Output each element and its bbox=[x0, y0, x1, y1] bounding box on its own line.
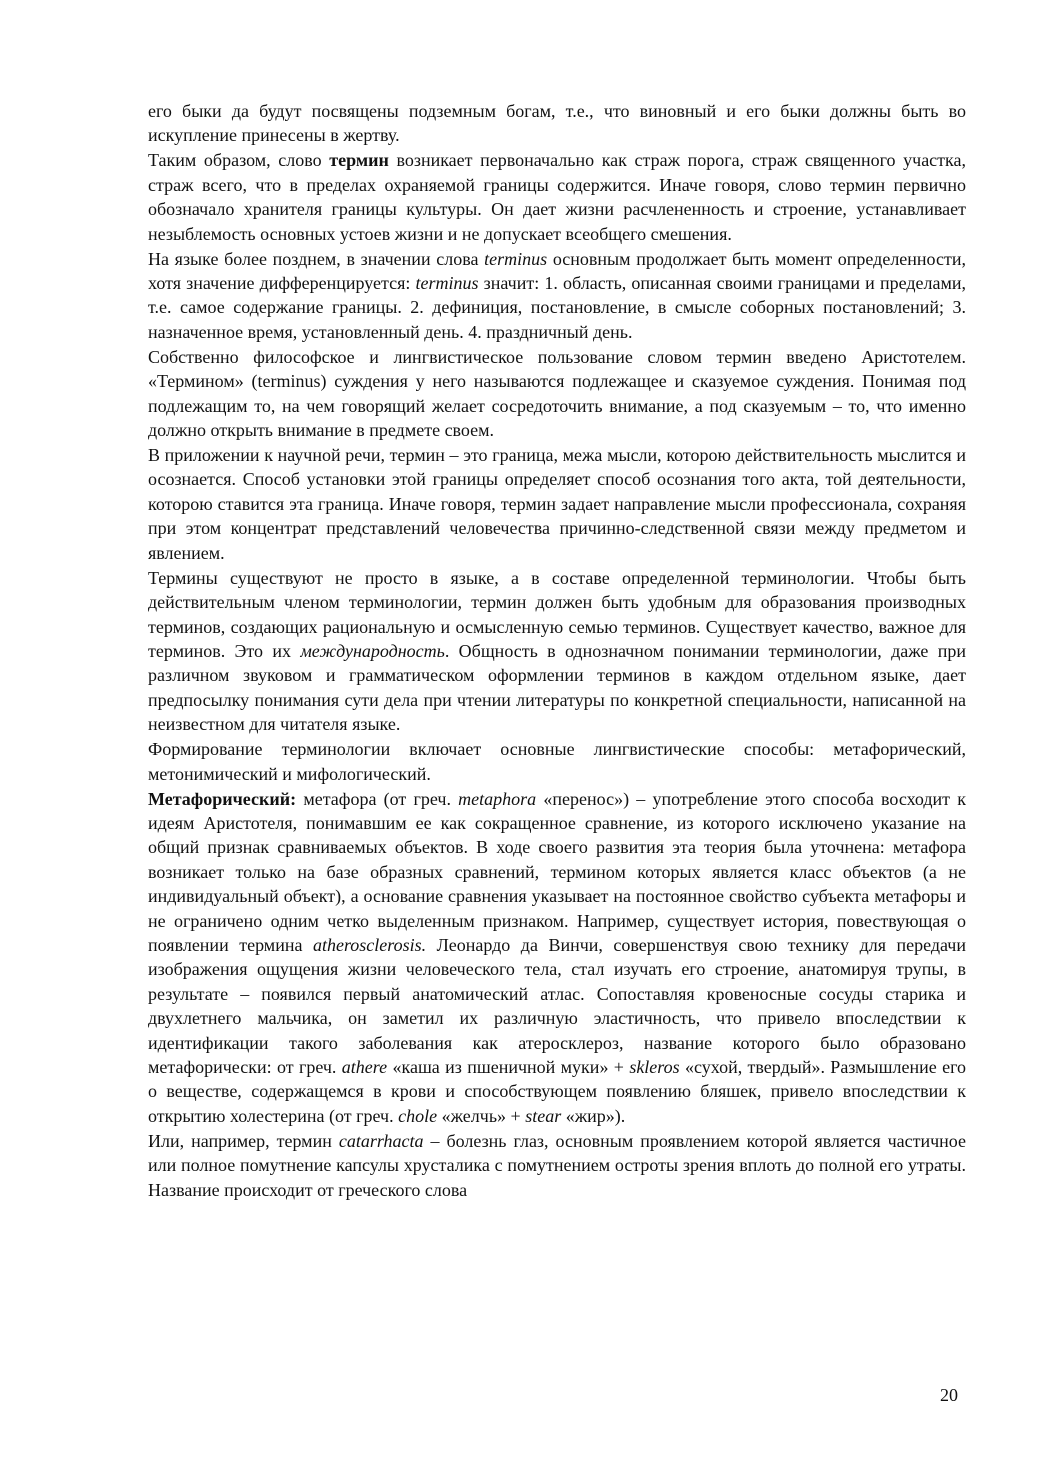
paragraph-7: Формирование терминологии включает основные лингвистические способы: метафорический, метонимический и мифологический. bbox=[148, 739, 966, 784]
latin-term: catarrhacta bbox=[338, 1130, 424, 1151]
italic-term: международность bbox=[300, 640, 445, 661]
paragraph-1: его быки да будут посвящены подземным богам, т.е., что виновный и его быки должны быть во искупление принесены в жертву. bbox=[148, 101, 966, 146]
latin-term: terminus bbox=[415, 273, 479, 294]
latin-term: atherosclerosis. bbox=[312, 934, 427, 955]
paragraph-2: Таким образом, слово термин возникает первоначально как страж порога, страж священного участка, страж всего, что в пределах охраняемой границы содержится. Иначе говоря, слово термин первично обозначало хранителя границы культуры. Он дает жизни расчлененность и строение, устанавливает незыблемость основных устоев жизни и не допускает всеобщего смешения. bbox=[148, 150, 966, 244]
section-lead-bold: Метафорический: bbox=[148, 788, 297, 809]
term-bold: термин bbox=[329, 150, 389, 171]
latin-term: terminus bbox=[484, 248, 548, 269]
greek-term: athere bbox=[341, 1057, 388, 1077]
document-page bbox=[148, 99, 966, 1202]
paragraph-9: Или, например, термин catarrhacta – болезнь глаз, основным проявлением которой является частичное или полное помутнение капсулы хрусталика с помутнением остроты зрения вплоть до полной его утраты. Название происходит от греческого слова bbox=[148, 1130, 966, 1200]
paragraph-4: Собственно философское и лингвистическое пользование словом термин введено Аристотелем. «Термином» (terminus) суждения у него называются подлежащее и сказуемое суждения. Понимая под подлежащим то, на чем говорящий желает сосредоточить внимание, а под сказуемым – то, что именно должно открыть внимание в предмете своем. bbox=[148, 346, 966, 441]
greek-term: skleros bbox=[629, 1057, 680, 1077]
page-number: 20 bbox=[940, 1385, 958, 1405]
paragraph-3: На языке более позднем, в значении слова terminus основным продолжает быть момент определенности, хотя значение дифференцируется: terminus значит: 1. область, описанная своими границами и пределами, т.е. самое содержание границы. 2. дефиниция, постановление, в смысле соборных постановлений; 3. назначенное время, установленный день. 4. праздничный день. bbox=[148, 248, 966, 342]
paragraph-8: Метафорический: метафора (от греч. metaphora «перенос») – употребление этого способа восходит к идеям Аристотеля, понимавшим ее как сокращенное сравнение, из которого исключено указание на общий признак сравниваемых объектов. В ходе своего развития эта теория была уточнена: метафора возникает только на базе образных сравнений, термином которых является класс объектов (а не индивидуальный объект), а основание сравнения указывает на постоянное свойство субъекта метафоры и не ограничено одним четко выделенным признаком. Например, существует история, повествующая о появлении термина atherosclerosis. Леонардо да Винчи, совершенствуя свою технику для передачи изображения ощущения жизни человеческого тела, стал изучать его строение, анатомируя трупы, в результате – появился первый анатомический атлас. Сопоставляя кровеносные сосуды старика и двухлетнего мальчика, он заметил их различную эластичность, что привело впоследствии к идентификации такого заболевания как атеросклероз, название которого было образовано метафорически: от греч. athere «каша из пшеничной муки» + skleros «сухой, твердый». Размышление его о веществе, содержащемся в крови и способствующем появлению бляшек, привело впоследствии к открытию холестерина (от греч. chole «желчь» + stear «жир»). bbox=[148, 788, 967, 1126]
paragraph-5: В приложении к научной речи, термин – это граница, межа мысли, которою действительность мыслится и осознается. Способ установки этой границы определяет способ осознания того акта, той деятельности, которою ставится эта граница. Иначе говоря, термин задает направление мысли профессионала, сохраняя при этом концентрат представлений человечества причинно-следственной связи между предметом и явлением. bbox=[148, 445, 966, 563]
paragraph-6: Термины существуют не просто в языке, а в составе определенной терминологии. Чтобы быть действительным членом терминологии, термин должен быть удобным для образования производных терминов, создающих рациональную и осмысленную семью терминов. Существует качество, важное для терминов. Это их международность. Общность в однозначном понимании терминологии, даже при различном звуковом и грамматическом оформлении терминов в каждом отдельном языке, дает предпосылку понимания сути дела при чтении литературы по конкретной специальности, написанной на неизвестном для читателя языке. bbox=[148, 567, 966, 735]
greek-term: chole bbox=[398, 1105, 438, 1126]
greek-term: stear bbox=[525, 1105, 562, 1126]
greek-term: metaphora bbox=[458, 788, 537, 809]
